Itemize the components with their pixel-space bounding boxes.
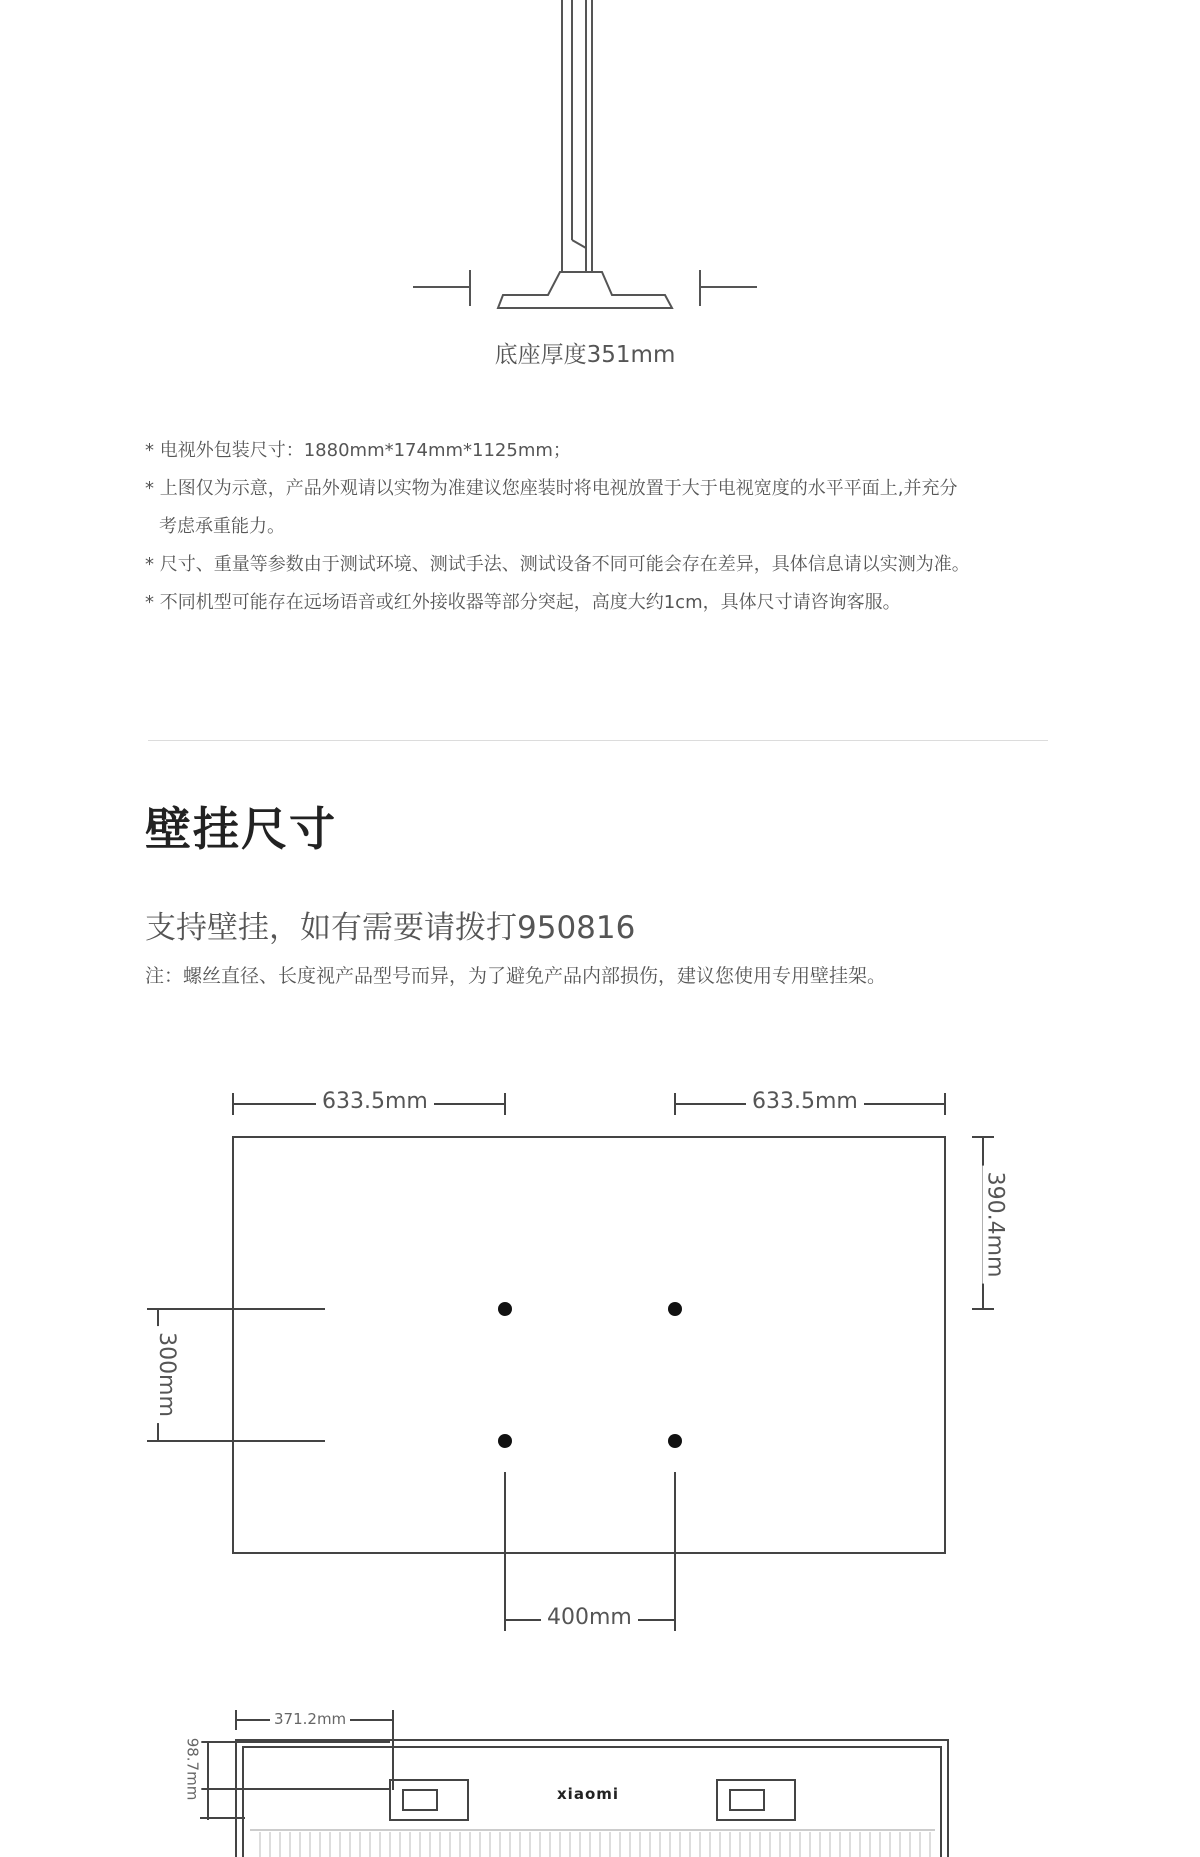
tv-back-outline [233,1137,945,1553]
brand-logo: xiaomi [557,1785,620,1803]
dim-left-width: 633.5mm [316,1089,434,1114]
mount-hole [498,1302,512,1316]
wall-mount-subtitle: 支持壁挂，如有需要请拨打950816 [145,910,636,946]
rear-dim-horizontal: 371.2mm [270,1710,350,1728]
notes-list [145,432,1045,622]
dim-right-width: 633.5mm [746,1089,864,1114]
stand-thickness-caption: 底座厚度351mm [494,342,676,368]
dim-hole-horizontal: 400mm [541,1605,638,1630]
section-divider [148,740,1048,741]
mount-hole [668,1302,682,1316]
mount-hole [668,1434,682,1448]
wall-mount-title: 壁挂尺寸 [145,802,337,856]
note-parameters: * 尺寸、重量等参数由于测试环境、测试手法、测试设备不同可能会存在差异，具体信息请以实测为准。 [145,554,970,575]
rear-dim-vertical: 98.7mm [183,1734,201,1805]
dim-hole-vertical: 300mm [154,1326,179,1423]
mount-hole [498,1434,512,1448]
note-protrusion: * 不同机型可能存在远场语音或红外接收器等部分突起，高度大约1cm，具体尺寸请咨询客服。 [145,592,901,613]
note-package-size: * 电视外包装尺寸：1880mm*174mm*1125mm； [145,440,571,461]
note-illustration: * 上图仅为示意，产品外观请以实物为准建议您座装时将电视放置于大于电视宽度的水平平面上,并充分 [145,478,958,499]
dim-right-height: 390.4mm [982,1166,1007,1284]
stand-side-view [0,0,1200,330]
wall-mount-note: 注：螺丝直径、长度视产品型号而异，为了避免产品内部损伤，建议您使用专用壁挂架。 [145,965,887,987]
note-illustration-cont: 考虑承重能力。 [159,516,285,537]
